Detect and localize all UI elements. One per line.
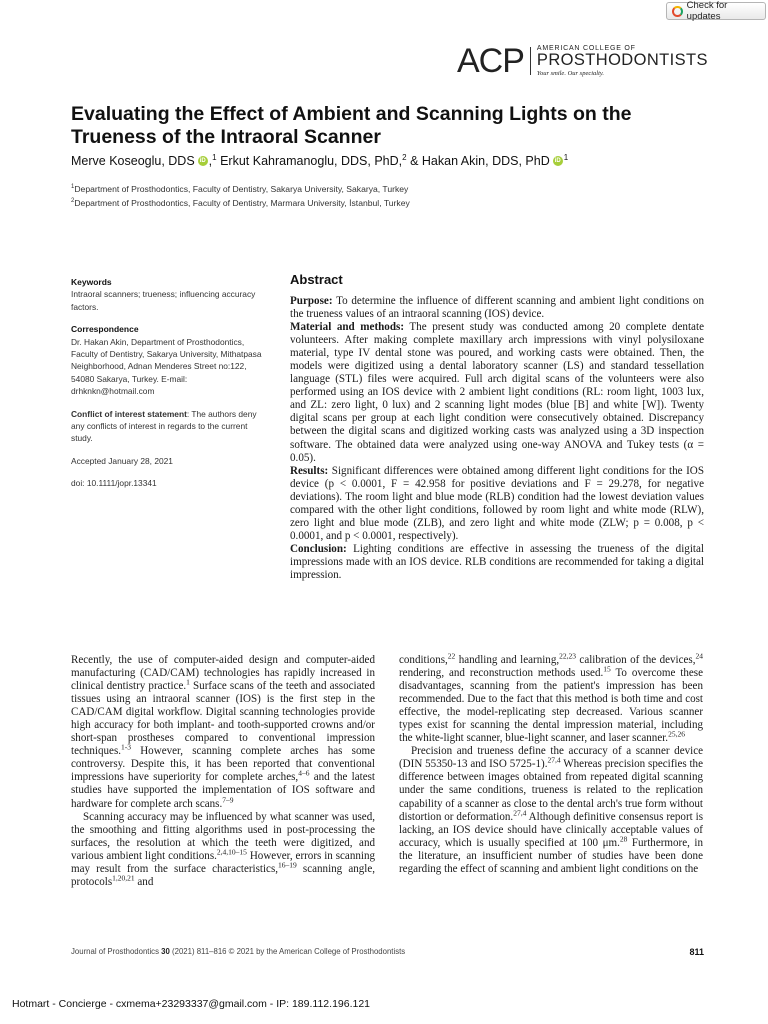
author-name: Hakan Akin, DDS, PhD: [421, 154, 550, 168]
abstract-results: [290, 465, 704, 543]
logo-text: [537, 45, 708, 76]
affiliation: [71, 196, 410, 210]
body-text: rendering, and reconstruction methods used.: [399, 667, 604, 680]
logo-mark: ACP: [457, 42, 524, 80]
body-text: Surface scans of the teeth and associated tissues using an intraoral scanner (IOS) is the first step in the CAD/CAM digital workflow. Digital scanning technologies provide high accuracy for both implant- and tooth-supported crowns and/or short-span prostheses compared to conventional impression techniques.: [71, 680, 375, 758]
page-number: 811: [689, 947, 704, 957]
citation[interactable]: 1-3: [121, 742, 132, 752]
citation[interactable]: 1,20,21: [112, 873, 135, 883]
author-separator: &: [410, 154, 419, 168]
body-paragraph: [71, 811, 375, 889]
orcid-icon[interactable]: iD: [554, 157, 561, 164]
body-text: Precision and trueness define the accuracy of a scanner device (DIN 55350-13 and ISO 5725-1).: [399, 745, 703, 771]
citation[interactable]: 24: [695, 651, 703, 661]
body-text: Although definitive consensus report is lacking, an IOS device should have clinically acceptable values of accuracy, which is usually specified at 100 μm.: [399, 810, 704, 849]
body-text: Furthermore, in the literature, an insufficient number of studies have been done regarding the effect of scanning and ambient light conditions on the: [399, 836, 703, 875]
journal-volume: 30: [161, 947, 170, 956]
body-paragraph: [71, 654, 375, 811]
author-list: Merve Koseoglu, DDS iD ,$^1$ Erkut Kahramanoglu, DDS, PhD,$^2$ & Hakan Akin, DDS, PhD iD $^1$: [71, 152, 569, 168]
correspondence-heading: Correspondence: [71, 324, 139, 335]
affiliation-number: 2: [71, 198, 75, 205]
body-paragraph: [399, 651, 703, 745]
citation[interactable]: 22: [447, 651, 456, 661]
download-watermark: Hotmart - Concierge - cxmema+23293337@gmail.com - IP: 189.112.196.121: [12, 998, 371, 1010]
check-for-updates-button[interactable]: [666, 2, 766, 20]
methods-text: The present study was conducted among 20 complete dentate volunteers. After making complete maxillary arch impressions with vinyl polysiloxane material, type IV dental stone was poured, and working casts were obtained. Then, the models were digitized using a dental laboratory scanner (LS) and standard tessellation language (STL) files were acquired. Full arch digital scans of the volunteers were also performed using an IOS device with 2 ambient light conditions (RL: room light, 1003 lux, and ZL: zero light, 0 lux) and 2 scanning light modes (blue [B] and white [W]). Twenty digital scans per group at each light condition were consecutively obtained. Discrepancy between the digital scans and digitized working casts was analyzed using a 3D inspection software. The obtained data were analyzed using one-way ANOVA and Tukey tests (α = 0.05).: [290, 321, 704, 464]
conclusion-text: Lighting conditions are effective in assessing the trueness of the digital impressions made with an IOS device. RLB conditions are recommended for taking a digital impression.: [290, 542, 704, 581]
results-text: Significant differences were obtained among different light conditions for the IOS device (p < 0.0001, F = 42.958 for positive deviations and F = 29.278, for negative deviations). The room light and blue mode (RLB) condition had the lowest deviation values compared with the other light conditions, followed by room light and white mode (RLW), zero light and blue mode (ZLB), and zero light and white mode (ZLW; p = 0.008, p < 0.0001, and p < 0.0001, respectively).: [290, 464, 704, 542]
citation[interactable]: 22,23: [559, 651, 576, 661]
page-footer: [71, 947, 704, 957]
methods-label: Material and methods:: [290, 321, 405, 334]
abstract-purpose: [290, 295, 704, 321]
abstract-heading: Abstract: [290, 272, 343, 287]
abstract-body: [290, 295, 704, 582]
body-text: Whereas precision specifies the difference between images obtained from repeated digital scanning under the same conditions, trueness is related to the replication capability of a scanner as close to the dental arch's true form without distortion or deformation.: [399, 758, 703, 823]
journal-name: Journal of Prosthodontics: [71, 947, 159, 956]
purpose-text: To determine the influence of different scanning and ambient light conditions on the trueness values of an intraoral scanning (IOS) device.: [290, 295, 704, 321]
logo-name: PROSTHODONTISTS: [536, 51, 708, 70]
affiliation-text: Department of Prosthodontics, Faculty of Dentistry, Marmara University, İstanbul, Turkey: [74, 198, 410, 208]
logo-subtitle: AMERICAN COLLEGE OF: [536, 45, 636, 53]
doi-link[interactable]: doi: 10.1111/jopr.13341: [71, 478, 157, 489]
coi-text: : The authors deny any conflicts of interest in regards to the current study.: [71, 408, 257, 444]
crossmark-icon: [672, 6, 683, 17]
body-text: However, scanning complete arches has some controversy. Despite this, it has been reported that conventional impressions have superiority for complete arches,: [71, 745, 375, 784]
journal-citation: [71, 947, 405, 957]
body-text: conditions,: [399, 654, 448, 666]
article-sidebar: [71, 276, 271, 500]
body-text: To overcome these disadvantages, scanning from the patient's impression has been recommended. Due to the fact that this method is both time and cost effective, the model-replicating step decreased. Various scanner types exist for scanning the dental impression material, including the white-light scanner, blue-light scanner, and laser scanner.: [399, 667, 703, 745]
citation[interactable]: 16–19: [278, 860, 297, 870]
citation[interactable]: 27,4: [547, 755, 561, 765]
body-text: scanning angle, protocols: [71, 862, 375, 888]
citation[interactable]: 2,4,10–15: [216, 847, 247, 857]
citation[interactable]: 25,26: [668, 729, 685, 739]
author-name: Erkut Kahramanoglu, DDS, PhD,: [220, 154, 403, 168]
purpose-label: Purpose:: [290, 295, 333, 307]
citation[interactable]: 1: [186, 677, 190, 687]
results-label: Results:: [290, 464, 329, 477]
journal-details: (2021) 811–816 © 2021 by the American College of Prosthodontists: [172, 947, 406, 956]
accepted-date: Accepted January 28, 2021: [71, 455, 173, 466]
body-text: Scanning accuracy may be influenced by what scanner was used, the smoothing and fitting algorithms used in post-processing the surfaces, the resolution at which the teeth were digitized, and various ambient light conditions.: [71, 810, 375, 862]
abstract-methods: [290, 321, 704, 465]
citation[interactable]: 7–9: [222, 794, 234, 804]
orcid-icon[interactable]: iD: [199, 157, 206, 164]
affiliation: [71, 182, 410, 196]
logo-divider: [530, 47, 531, 75]
body-text: and the latest studies have supported the implementation of IOS software and hardware for complete arch scans.: [71, 771, 375, 810]
citation[interactable]: 15: [603, 664, 611, 674]
body-column-right: [399, 651, 704, 876]
citation[interactable]: 27,4: [513, 807, 527, 817]
keywords-block: [71, 276, 271, 313]
logo-tagline: Your smile. Our specialty.: [536, 69, 605, 77]
body-text: However, errors in scanning may result from the surface characteristics,: [71, 849, 375, 875]
body-text: and: [134, 875, 154, 888]
conclusion-label: Conclusion:: [290, 542, 347, 555]
affiliation-text: Department of Prosthodontics, Faculty of Dentistry, Sakarya University, Sakarya, Turkey: [74, 184, 409, 194]
correspondence-text: Dr. Hakan Akin, Department of Prosthodontics, Faculty of Dentistry, Sakarya University, Mithatpasa Neighborhood, Adnan Menderes Street no:122, 54080 Sakarya, Turkey. E-mail: drhknkn@hotmail.com: [71, 336, 262, 397]
check-for-updates-label: Check for updates: [686, 0, 728, 22]
abstract-conclusion: [290, 543, 704, 582]
coi-heading: Conflict of interest statement: [71, 408, 187, 419]
citation[interactable]: 4–6: [298, 768, 310, 778]
affiliations: [71, 182, 410, 210]
body-text: handling and learning,: [455, 654, 560, 666]
author-name: Merve Koseoglu, DDS: [71, 154, 195, 168]
affiliation-marker: 1: [563, 152, 569, 162]
body-paragraph: [399, 745, 703, 875]
keywords-text: Intraoral scanners; trueness; influencing accuracy factors.: [71, 289, 256, 312]
affiliation-marker: 1: [212, 152, 217, 162]
conflict-of-interest: [71, 408, 271, 445]
citation[interactable]: 28: [619, 833, 628, 843]
acp-logo: [457, 44, 708, 78]
affiliation-marker: 2: [402, 152, 407, 162]
body-text: calibration of the devices,: [576, 654, 696, 666]
article-title: Evaluating the Effect of Ambient and Scanning Lights on the Trueness of the Intraoral Scanner: [71, 103, 632, 148]
body-text: Recently, the use of computer-aided design and computer-aided manufacturing (CAD/CAM) technologies has rapidly increased in clinical dentistry practice.: [71, 654, 375, 693]
body-column-left: [71, 654, 375, 889]
keywords-heading: Keywords: [71, 277, 112, 287]
affiliation-number: 1: [71, 184, 75, 191]
correspondence-block: [71, 323, 271, 397]
